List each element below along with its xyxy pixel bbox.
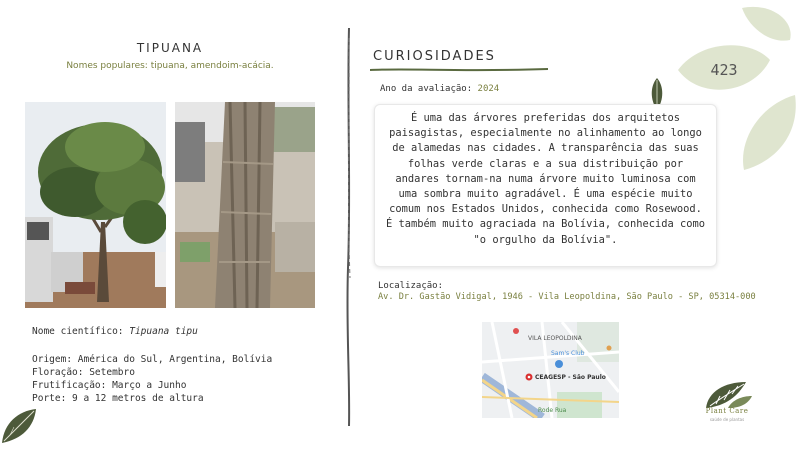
brand-name: Plant Care [705, 407, 749, 415]
curiosities-card [374, 104, 717, 267]
location-map[interactable] [482, 322, 619, 418]
map-pin-icon [607, 346, 612, 351]
map-pin-icon [513, 328, 519, 334]
map-place-label: CEAGESP - São Paulo [535, 374, 606, 381]
scientific-name: Nome científico: Tipuana tipu [32, 326, 198, 337]
tree-street-photo [25, 102, 166, 308]
plant-care-logo [698, 378, 758, 410]
location-address: Av. Dr. Gastão Vidigal, 1946 - Vila Leopoldina, São Paulo - SP, 05314-000 [378, 292, 756, 302]
brand-tagline: saúde de plantas [709, 417, 745, 422]
tree-trunk-photo [175, 102, 315, 308]
fruiting-text: Frutificação: Março a Junho [32, 380, 187, 391]
title-underline [370, 66, 548, 74]
evaluation-year: Ano da avaliação: 2024 [380, 84, 500, 94]
map-street-label: Rode Rua [538, 407, 567, 414]
leaf-icon [0, 405, 40, 445]
map-pin-icon [555, 360, 563, 368]
curiosities-title: CURIOSIDADES [373, 49, 496, 64]
size-text: Porte: 9 a 12 metros de altura [32, 393, 204, 404]
column-divider [343, 28, 355, 426]
flowering-text: Floração: Setembro [32, 367, 135, 378]
tree-name-title: TIPUANA [136, 41, 204, 55]
popular-names: Nomes populares: tipuana, amendoim-acácia. [66, 61, 274, 71]
origin-text: Origem: América do Sul, Argentina, Bolívia [32, 354, 273, 365]
location-label: Localização: [378, 281, 444, 291]
curiosities-text: É uma das árvores preferidas dos arquitetos paisagistas, especialmente no alinhamento ao longo de alamedas nas cidades. A transparência das suas folhas verde claras e a sua distribuição por andares tornam-na numa árvore muito luminosa com uma sombra muito agradável. É uma espécie muito comum nos Estados Unidos, conhecida como Rosewood. É também muito agraciada na Bolívia, conhecida como "o orgulho da Bolívia". [385, 112, 706, 246]
tree-number: 423 [710, 61, 738, 79]
map-district-label: VILA LEOPOLDINA [528, 335, 582, 342]
map-place-label: Sam's Club [551, 350, 585, 357]
